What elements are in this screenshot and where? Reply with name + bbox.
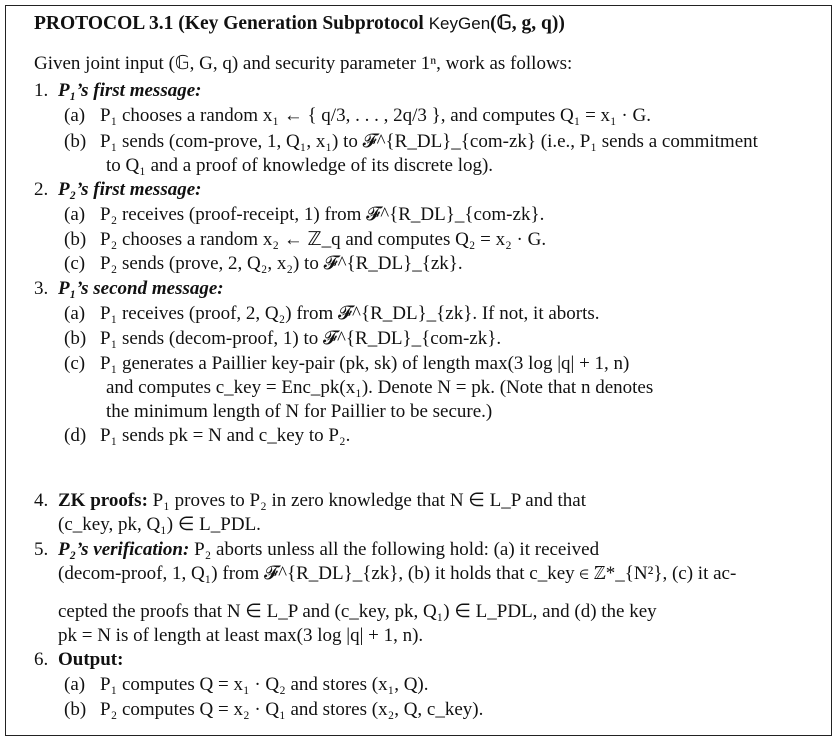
step-2b xyxy=(64,228,546,252)
step-text: P₂ aborts unless all the following hold: (a) it received xyxy=(194,539,600,560)
step-heading: P₂’s verification: xyxy=(58,539,190,560)
step-3c-cont-1: and computes c_key = Enc_pk(x₁). Denote N = pk. (Note that n denotes xyxy=(106,377,654,398)
protocol-title xyxy=(34,12,565,36)
step-text: P₁ proves to P₂ in zero knowledge that N ∈ L_P and that xyxy=(152,490,586,511)
step-5-cont-2: cepted the proofs that N ∈ L_P and (c_key, pk, Q₁) ∈ L_PDL, and (d) the key xyxy=(58,601,657,622)
item-text: P₁ generates a Paillier key-pair (pk, sk) of length max(3 log |q| + 1, n) xyxy=(100,353,630,374)
item-text: P₂ receives (proof-receipt, 1) from 𝓕^{R_DL}_{com-zk}. xyxy=(100,204,545,225)
title-args: (𝔾, g, q)) xyxy=(490,13,565,34)
item-text: P₁ sends (com-prove, 1, Q₁, x₁) to 𝓕^{R_DL}_{com-zk} (i.e., P₁ sends a commitment xyxy=(100,131,758,152)
step-number: 5. xyxy=(34,539,49,560)
step-4 xyxy=(34,489,586,513)
step-1a xyxy=(64,104,651,128)
intro-text: Given joint input (𝔾, G, q) and security parameter 1ⁿ, work as follows: xyxy=(34,53,573,74)
step-1b xyxy=(64,130,758,154)
step-number: 2. xyxy=(34,179,49,200)
step-2c xyxy=(64,252,463,276)
item-label: (a) xyxy=(64,674,86,695)
step-number: 3. xyxy=(34,278,49,299)
step-6-heading xyxy=(34,648,123,672)
step-3a xyxy=(64,302,600,326)
step-heading: Output: xyxy=(58,649,124,670)
item-label: (c) xyxy=(64,253,86,274)
item-label: (b) xyxy=(64,328,87,349)
step-2-heading xyxy=(34,178,201,202)
step-3d xyxy=(64,424,350,448)
item-label: (a) xyxy=(64,303,86,324)
step-number: 4. xyxy=(34,490,49,511)
item-label: (d) xyxy=(64,425,87,446)
step-number: 6. xyxy=(34,649,49,670)
step-heading: P₂’s first message: xyxy=(58,179,202,200)
item-label: (b) xyxy=(64,229,87,250)
item-text: P₁ sends pk = N and c_key to P₂. xyxy=(100,425,351,446)
item-text: P₁ chooses a random x₁ ← { q/3, . . . , 2q/3 }, and computes Q₁ = x₁ · G. xyxy=(100,105,651,126)
item-text: P₁ sends (decom-proof, 1) to 𝓕^{R_DL}_{com-zk}. xyxy=(100,328,502,349)
step-number: 1. xyxy=(34,80,49,101)
step-heading: P₁’s second message: xyxy=(58,278,224,299)
step-1-heading xyxy=(34,79,201,103)
item-label: (a) xyxy=(64,105,86,126)
step-5-cont-3: pk = N is of length at least max(3 log |q| + 1, n). xyxy=(58,625,424,646)
item-text: P₁ receives (proof, 2, Q₂) from 𝓕^{R_DL}_{zk}. If not, it aborts. xyxy=(100,303,600,324)
step-2a xyxy=(64,203,544,227)
item-text: P₂ chooses a random x₂ ← ℤ_q and computes Q₂ = x₂ · G. xyxy=(100,229,547,250)
title-text: PROTOCOL 3.1 (Key Generation Subprotocol xyxy=(34,13,429,34)
step-4-cont: (c_key, pk, Q₁) ∈ L_PDL. xyxy=(58,514,261,535)
item-label: (c) xyxy=(64,353,86,374)
title-function-name: KeyGen xyxy=(428,14,491,33)
item-text: P₂ sends (prove, 2, Q₂, x₂) to 𝓕^{R_DL}_{zk}. xyxy=(100,253,463,274)
step-3c-cont-2: the minimum length of N for Paillier to be secure.) xyxy=(106,401,493,422)
step-3c xyxy=(64,352,629,376)
step-3-heading xyxy=(34,277,224,301)
step-heading: ZK proofs: xyxy=(58,490,148,511)
item-text: P₁ computes Q = x₁ · Q₂ and stores (x₁, Q). xyxy=(100,674,429,695)
item-label: (b) xyxy=(64,699,87,720)
item-label: (a) xyxy=(64,204,86,225)
step-5 xyxy=(34,538,599,562)
step-5-cont-1: (decom-proof, 1, Q₁) from 𝓕^{R_DL}_{zk}, (b) it holds that c_key ∈ ℤ*_{N²}, (c) it ac- xyxy=(58,563,737,584)
step-6b xyxy=(64,698,483,722)
step-6a xyxy=(64,673,429,697)
item-label: (b) xyxy=(64,131,87,152)
item-text: P₂ computes Q = x₂ · Q₁ and stores (x₂, Q, c_key). xyxy=(100,699,484,720)
step-heading: P₁’s first message: xyxy=(58,80,202,101)
step-3b xyxy=(64,327,501,351)
step-1b-cont: to Q₁ and a proof of knowledge of its discrete log). xyxy=(106,155,494,176)
